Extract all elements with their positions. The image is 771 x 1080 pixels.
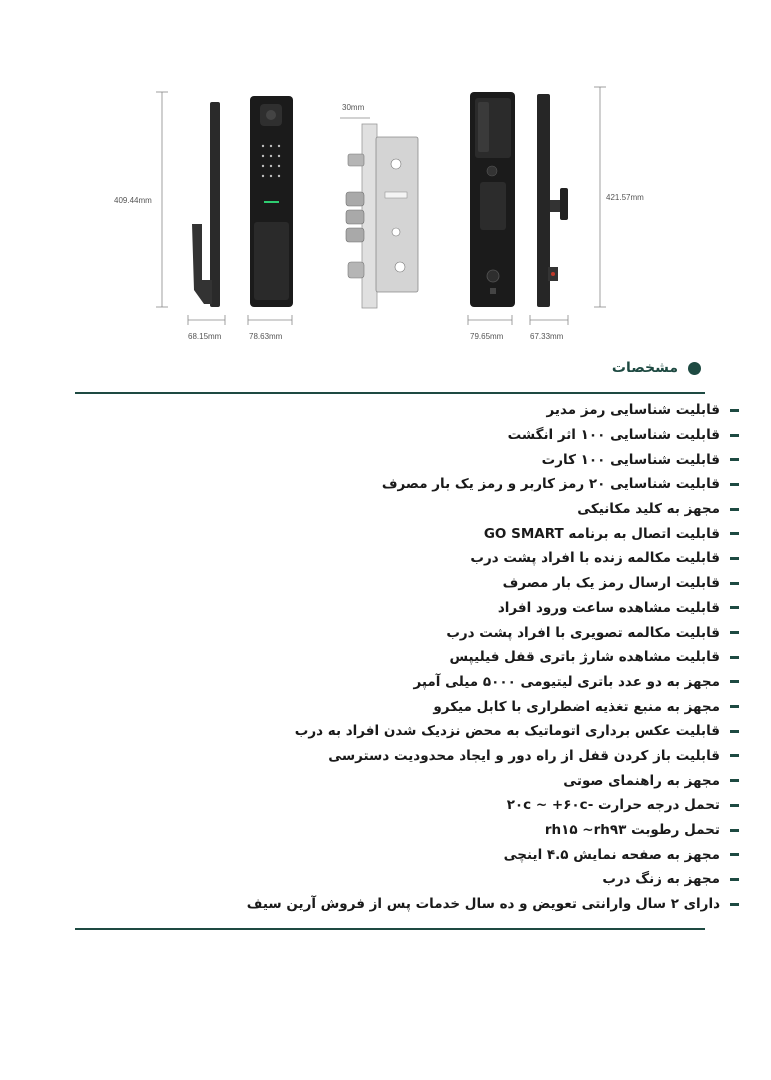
spec-list [59, 398, 739, 916]
spec-item: دارای ۲ سال وارانتی تعویض و ده سال خدمات پس از فروش آرین سیف [59, 892, 739, 917]
spec-item: قابلیت باز کردن قفل از راه دور و ایجاد محدودیت دسترسی [59, 744, 739, 769]
section-heading [612, 360, 701, 376]
spec-item: تحمل درجه حرارت -۲۰c ~ +۶۰c [59, 793, 739, 818]
dash-bullet-icon [730, 680, 739, 683]
dim-left-height: 409.44mm [114, 196, 152, 205]
bottom-divider [75, 928, 705, 930]
spec-item: قابلیت شناسایی ۱۰۰ اثر انگشت [59, 423, 739, 448]
lock-back-view [470, 92, 515, 307]
spec-item: مجهز به منبع تغذیه اضطراری با کابل میکرو [59, 694, 739, 719]
dash-bullet-icon [730, 705, 739, 708]
dim-right-height: 421.57mm [606, 193, 644, 202]
dash-bullet-icon [730, 631, 739, 634]
dash-bullet-icon [730, 508, 739, 511]
dim-side-right-width: 67.33mm [530, 332, 564, 341]
lock-side-view-left [192, 102, 220, 307]
dash-bullet-icon [730, 557, 739, 560]
spec-item: مجهز به زنگ درب [59, 867, 739, 892]
dash-bullet-icon [730, 458, 739, 461]
dim-front-width: 78.63mm [249, 332, 283, 341]
spec-item: مجهز به کلید مکانیکی [59, 497, 739, 522]
dash-bullet-icon [730, 730, 739, 733]
lock-technical-drawing [100, 82, 680, 352]
spec-item: قابلیت مکالمه زنده با افراد پشت درب [59, 546, 739, 571]
spec-item: قابلیت شناسایی رمز مدیر [59, 398, 739, 423]
dash-bullet-icon [730, 804, 739, 807]
spec-item: قابلیت مشاهده ساعت ورود افراد [59, 596, 739, 621]
dim-back-width: 79.65mm [470, 332, 504, 341]
dash-bullet-icon [730, 606, 739, 609]
spec-item: قابلیت عکس برداری اتوماتیک به محض نزدیک شدن افراد به درب [59, 719, 739, 744]
dash-bullet-icon [730, 903, 739, 906]
dash-bullet-icon [730, 483, 739, 486]
lock-front-view [250, 96, 293, 307]
dash-bullet-icon [730, 754, 739, 757]
spec-item: مجهز به راهنمای صوتی [59, 768, 739, 793]
spec-item: قابلیت ارسال رمز یک بار مصرف [59, 571, 739, 596]
mortise-body [346, 124, 418, 308]
spec-item: قابلیت مکالمه تصویری با افراد پشت درب [59, 620, 739, 645]
spec-item: مجهز به صفحه نمایش ۴.۵ اینچی [59, 842, 739, 867]
top-divider [75, 392, 705, 394]
dash-bullet-icon [730, 532, 739, 535]
dash-bullet-icon [730, 853, 739, 856]
dash-bullet-icon [730, 829, 739, 832]
dash-bullet-icon [730, 409, 739, 412]
dash-bullet-icon [730, 656, 739, 659]
dash-bullet-icon [730, 779, 739, 782]
product-drawing [100, 82, 680, 352]
spec-item: قابلیت اتصال به برنامه GO SMART [59, 521, 739, 546]
spec-item: قابلیت شناسایی ۱۰۰ کارت [59, 447, 739, 472]
spec-item: مجهز به دو عدد باتری لیتیومی ۵۰۰۰ میلی آمپر [59, 670, 739, 695]
section-title: مشخصات [611, 360, 678, 376]
spec-item: قابلیت شناسایی ۲۰ رمز کاربر و رمز یک بار مصرف [59, 472, 739, 497]
spec-item: قابلیت مشاهده شارژ باتری قفل فیلیپس [59, 645, 739, 670]
dash-bullet-icon [730, 878, 739, 881]
lock-side-view-right [537, 94, 568, 307]
dash-bullet-icon [730, 582, 739, 585]
dim-mortise-depth: 30mm [342, 103, 365, 112]
dash-bullet-icon [730, 434, 739, 437]
heading-bullet-icon [688, 362, 701, 375]
spec-item: تحمل رطوبت rh۱۵ ~rh۹۳ [59, 818, 739, 843]
dim-side-left-width: 68.15mm [188, 332, 222, 341]
